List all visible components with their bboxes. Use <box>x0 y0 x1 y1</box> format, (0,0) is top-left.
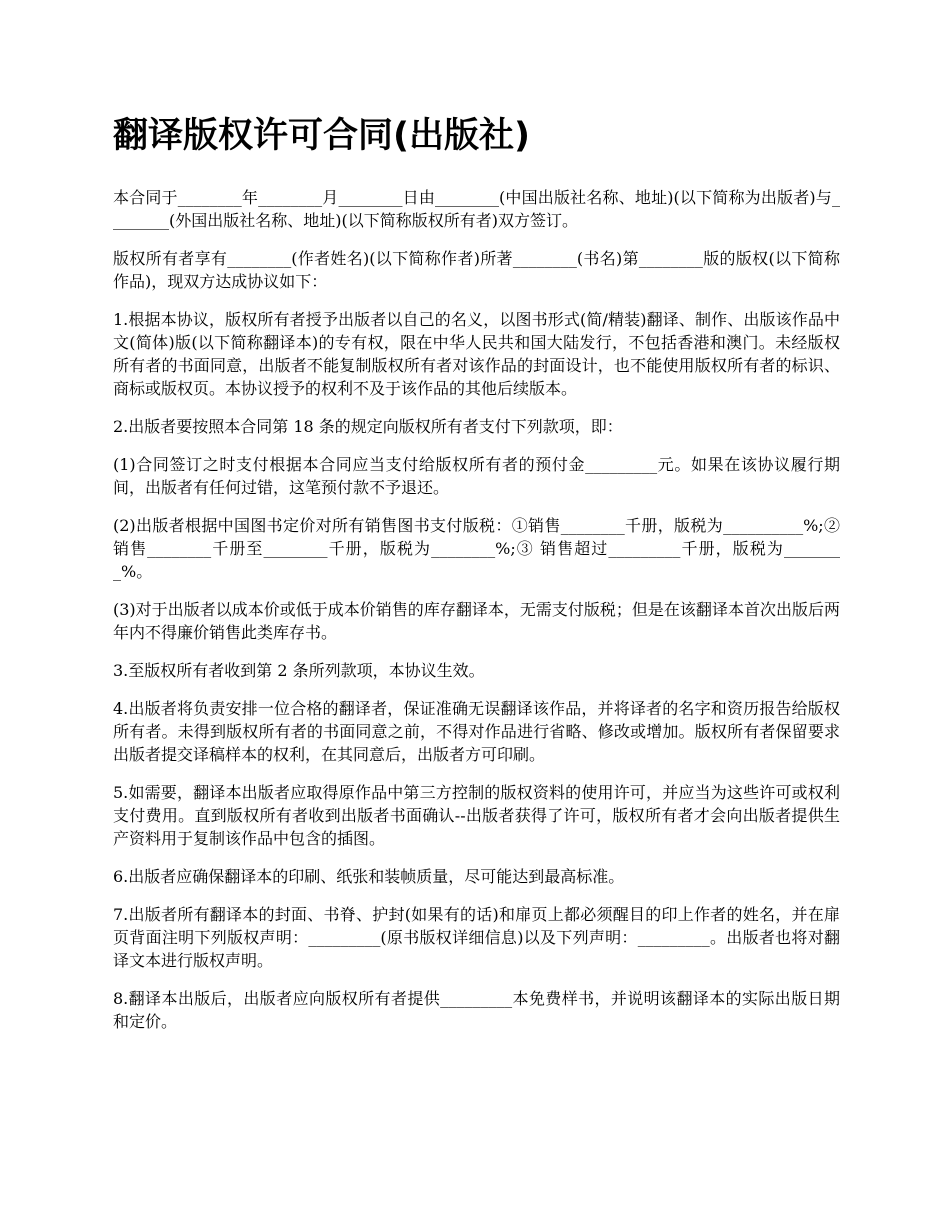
clause-2-item-3: (3)对于出版者以成本价或低于成本价销售的库存翻译本，无需支付版税；但是在该翻译本首次出版后两年内不得廉价销售此类库存书。 <box>113 600 840 642</box>
clause-5: 5.如需要，翻译本出版者应取得原作品中第三方控制的版权资料的使用许可，并应当为这些许可或权利支付费用。直到版权所有者收到出版者书面确认--出版者获得了许可，版权所有者才会向出版者提供生产资料用于复制该作品中包含的插图。 <box>113 783 840 848</box>
clause-3: 3.至版权所有者收到第 2 条所列款项，本协议生效。 <box>113 661 485 680</box>
document-title: 翻译版权许可合同(出版社) <box>113 116 530 156</box>
paragraph-intro: 本合同于________年________月________日由________(中国出版社名称、地址)(以下简称为出版者)与________(外国出版社名称、地址)(以下简称版权所有者)双方签订。 <box>113 188 840 230</box>
document-page <box>113 112 840 1048</box>
clause-7: 7.出版者所有翻译本的封面、书脊、护封(如果有的话)和扉页上都必须醒目的印上作者的姓名，并在扉页背面注明下列版权声明：_________(原书版权详细信息)以及下列声明：_________。出版者也将对翻译文本进行版权声明。 <box>113 905 840 970</box>
clause-2-item-2: (2)出版者根据中国图书定价对所有销售图书支付版税：①销售________千册，版税为__________%;② 销售________千册至________千册，版税为________%;③ 销售超过_________千册，版税为________%。 <box>113 516 840 581</box>
clause-2-item-1: (1)合同签订之时支付根据本合同应当支付给版权所有者的预付金_________元。如果在该协议履行期间，出版者有任何过错，这笔预付款不予退还。 <box>113 455 840 497</box>
clause-6: 6.出版者应确保翻译本的印刷、纸张和装帧质量，尽可能达到最高标准。 <box>113 867 625 886</box>
paragraph-copyright: 版权所有者享有________(作者姓名)(以下简称作者)所著________(书名)第________版的版权(以下简称作品)，现双方达成协议如下： <box>113 249 840 291</box>
clause-2: 2.出版者要按照本合同第 18 条的规定向版权所有者支付下列款项，即： <box>113 417 623 436</box>
clause-4: 4.出版者将负责安排一位合格的翻译者，保证准确无误翻译该作品，并将译者的名字和资历报告给版权所有者。未得到版权所有者的书面同意之前，不得对作品进行省略、修改或增加。版权所有者保留要求出版者提交译稿样本的权利，在其同意后，出版者方可印刷。 <box>113 699 840 764</box>
clause-1: 1.根据本协议，版权所有者授予出版者以自己的名义，以图书形式(简/精装)翻译、制作、出版该作品中文(简体)版(以下简称翻译本)的专有权，限在中华人民共和国大陆发行，不包括香港和澳门。未经版权所有者的书面同意，出版者不能复制版权所有者对该作品的封面设计，也不能使用版权所有者的标识、商标或版权页。本协议授予的权利不及于该作品的其他后续版本。 <box>113 310 840 398</box>
clause-8: 8.翻译本出版后，出版者应向版权所有者提供_________本免费样书，并说明该翻译本的实际出版日期和定价。 <box>113 989 840 1031</box>
